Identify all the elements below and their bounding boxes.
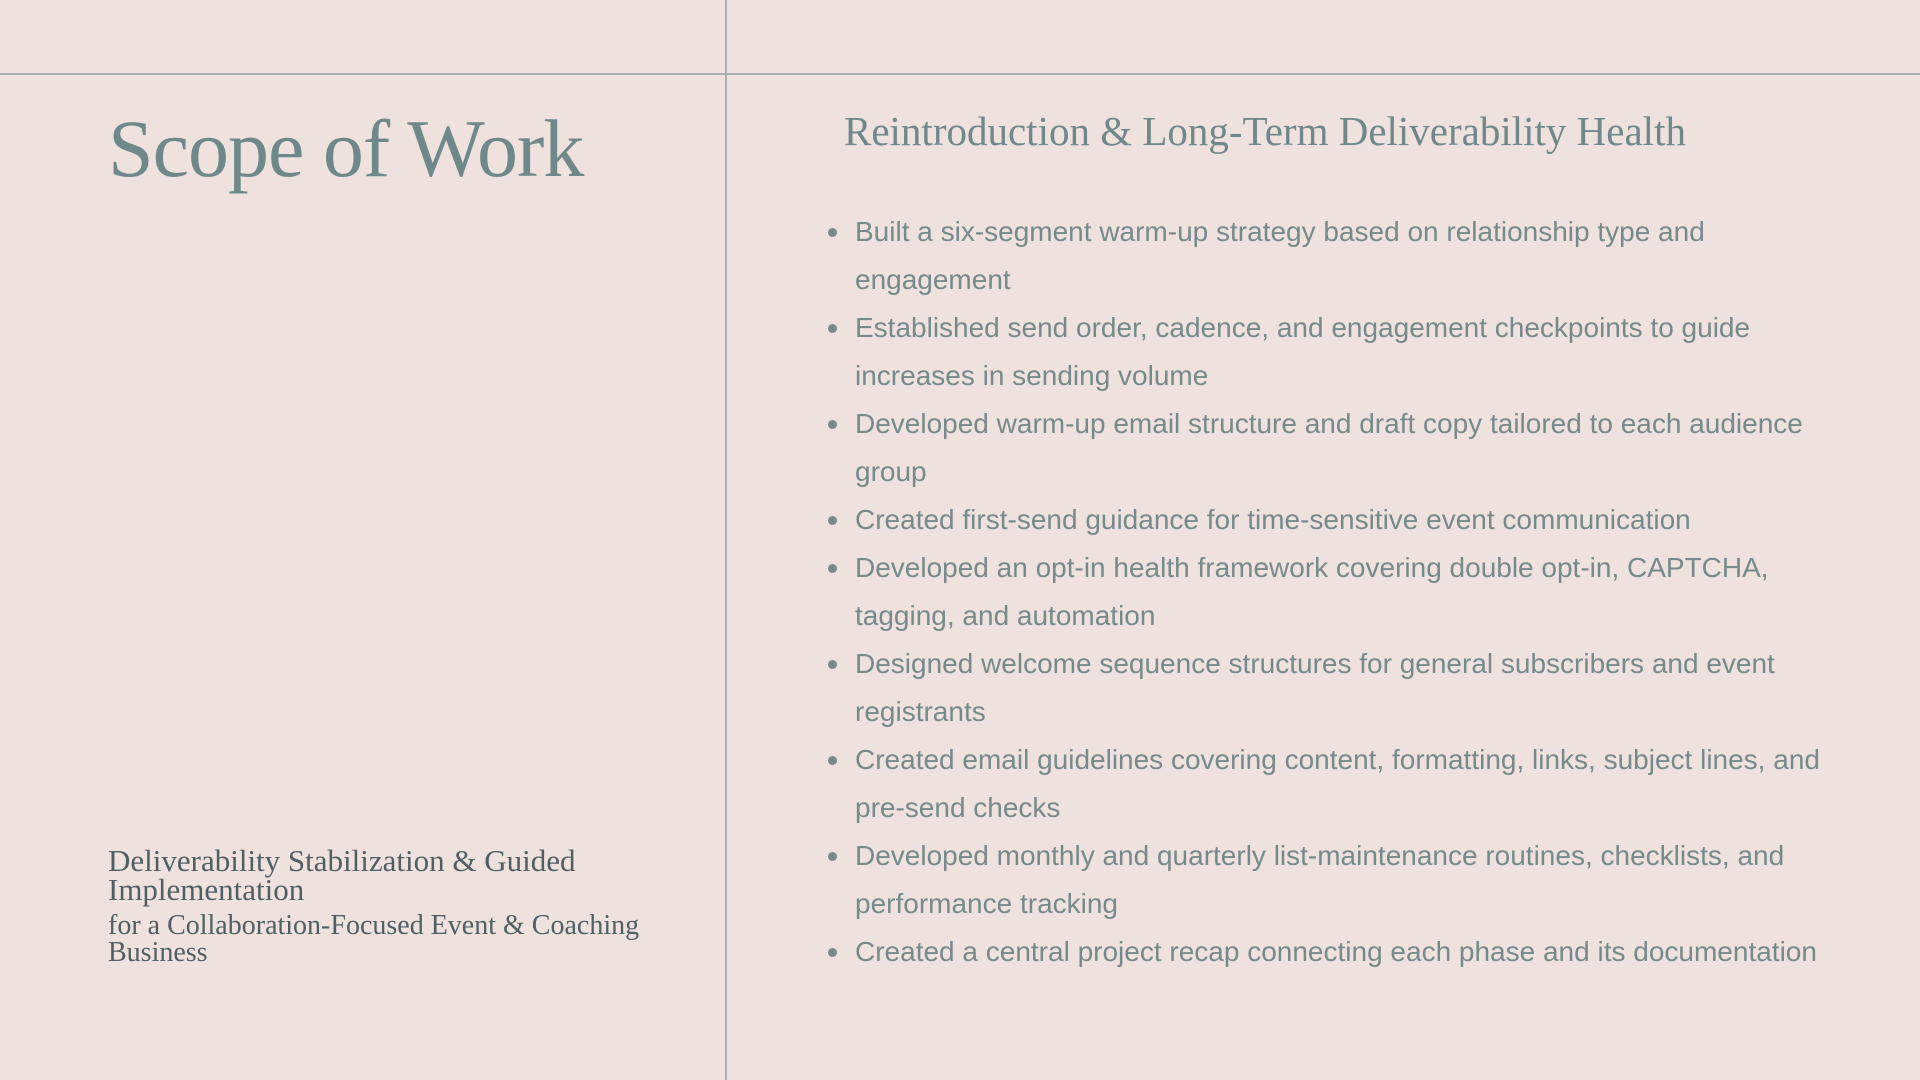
- list-item: [826, 832, 1836, 928]
- section-title: Reintroduction & Long-Term Deliverability Health: [844, 108, 1686, 154]
- bullet-icon: [828, 660, 837, 669]
- list-item: [826, 304, 1836, 400]
- list-item-text: Created first-send guidance for time-sensitive event communication: [855, 504, 1691, 535]
- subtitle-line-1: Deliverability Stabilization & Guided Implementation: [108, 843, 576, 907]
- bullet-icon: [828, 756, 837, 765]
- list-item-text: Developed an opt-in health framework covering double opt-in, CAPTCHA, tagging, and automation: [855, 552, 1769, 631]
- list-item-text: Designed welcome sequence structures for general subscribers and event registrants: [855, 648, 1775, 727]
- bullet-icon: [828, 564, 837, 573]
- bullet-icon: [828, 420, 837, 429]
- bullet-icon: [828, 516, 837, 525]
- list-item: [826, 400, 1836, 496]
- list-item-text: Established send order, cadence, and engagement checkpoints to guide increases in sending volume: [855, 312, 1751, 391]
- page-title: Scope of Work: [108, 103, 584, 194]
- subtitle-line-2: for a Collaboration-Focused Event & Coaching Business: [108, 910, 640, 968]
- bullet-icon: [828, 324, 837, 333]
- horizontal-divider: [0, 73, 1920, 75]
- list-item-text: Developed warm-up email structure and draft copy tailored to each audience group: [855, 408, 1803, 487]
- list-item: [826, 736, 1836, 832]
- list-item-text: Developed monthly and quarterly list-maintenance routines, checklists, and performance tracking: [855, 840, 1785, 919]
- bullet-list: [826, 208, 1836, 976]
- list-item: [826, 640, 1836, 736]
- list-item-text: Built a six-segment warm-up strategy based on relationship type and engagement: [855, 216, 1705, 295]
- list-item: [826, 208, 1836, 304]
- bullet-icon: [828, 852, 837, 861]
- vertical-divider: [725, 0, 727, 1080]
- list-item: [826, 544, 1836, 640]
- list-item: [826, 928, 1836, 976]
- subtitle-block: [108, 843, 668, 968]
- list-item-text: Created a central project recap connecting each phase and its documentation: [855, 936, 1817, 967]
- bullet-icon: [828, 948, 837, 957]
- list-item: [826, 496, 1836, 544]
- list-item-text: Created email guidelines covering content, formatting, links, subject lines, and pre-send checks: [855, 744, 1820, 823]
- bullet-icon: [828, 228, 837, 237]
